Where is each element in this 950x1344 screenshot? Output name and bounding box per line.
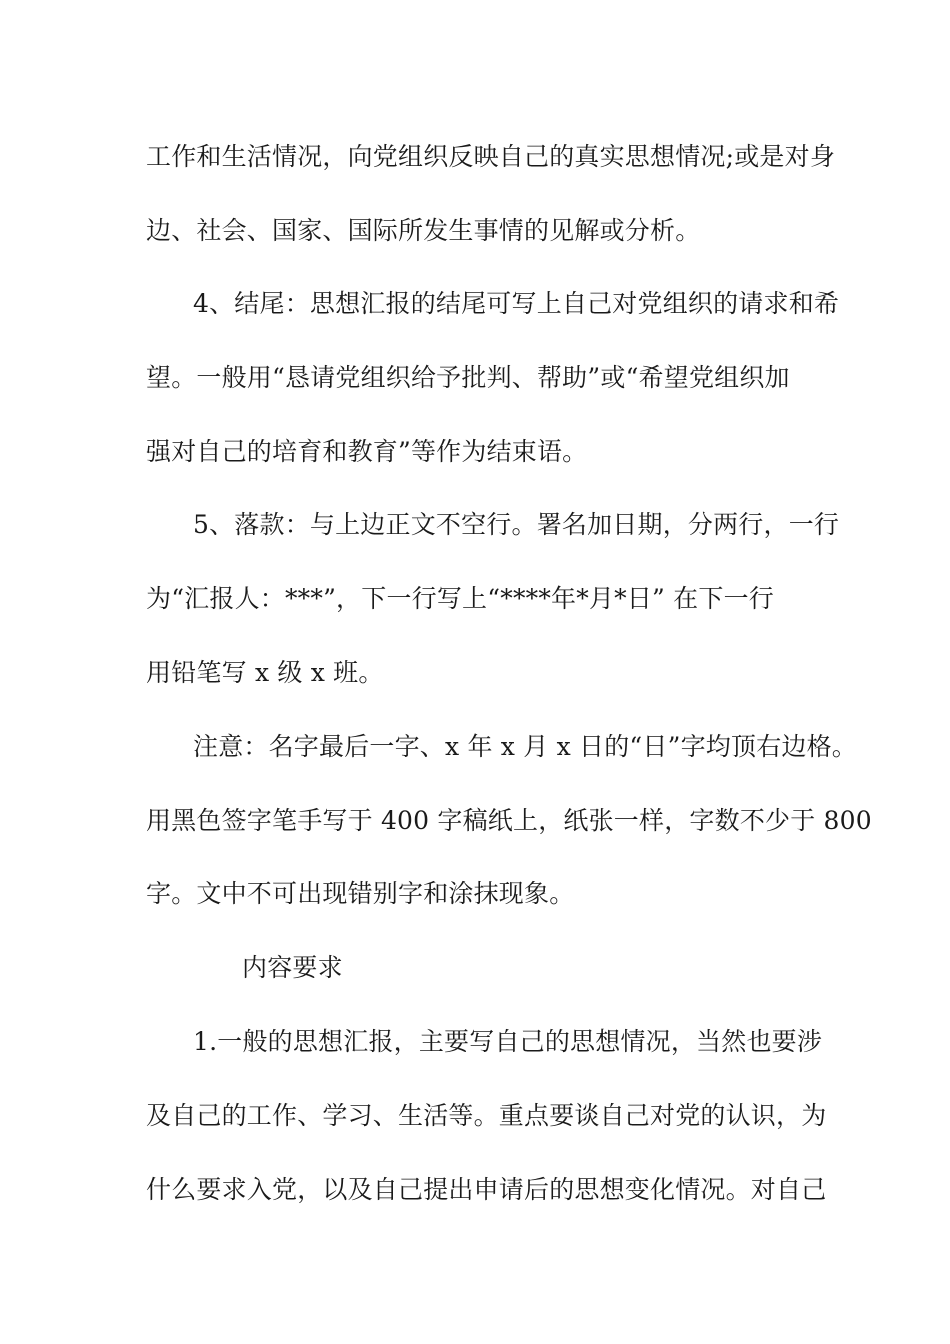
paragraph-line: 什么要求入党，以及自己提出申请后的思想变化情况。对自己 [146,1175,827,1204]
paragraph-line: 望。一般用“恳请党组织给予批判、帮助”或“希望党组织加 [146,363,790,392]
paragraph-line: 及自己的工作、学习、生活等。重点要谈自己对党的认识，为 [146,1101,827,1130]
section-heading: 内容要求 [242,953,343,982]
paragraph-line: 字。文中不可出现错别字和涂抹现象。 [146,879,575,908]
paragraph-line: 用黑色签字笔手写于 400 字稿纸上，纸张一样，字数不少于 800 [146,806,872,835]
paragraph-line: 注意：名字最后一字、x 年 x 月 x 日的“日”字均顶右边格。 [193,732,857,761]
paragraph-line: 为“汇报人：***”，下一行写上“****年*月*日” 在下一行 [146,584,774,613]
paragraph-line: 工作和生活情况，向党组织反映自己的真实思想情况;或是对身 [146,142,836,171]
paragraph-line: 强对自己的培育和教育”等作为结束语。 [146,437,588,466]
paragraph-line: 1.一般的思想汇报，主要写自己的思想情况，当然也要涉 [193,1027,823,1056]
paragraph-line: 4、结尾：思想汇报的结尾可写上自己对党组织的请求和希 [193,289,840,318]
paragraph-line: 用铅笔写 x 级 x 班。 [146,658,384,687]
paragraph-line: 5、落款：与上边正文不空行。署名加日期，分两行，一行 [193,510,840,539]
paragraph-line: 边、社会、国家、国际所发生事情的见解或分析。 [146,216,701,245]
